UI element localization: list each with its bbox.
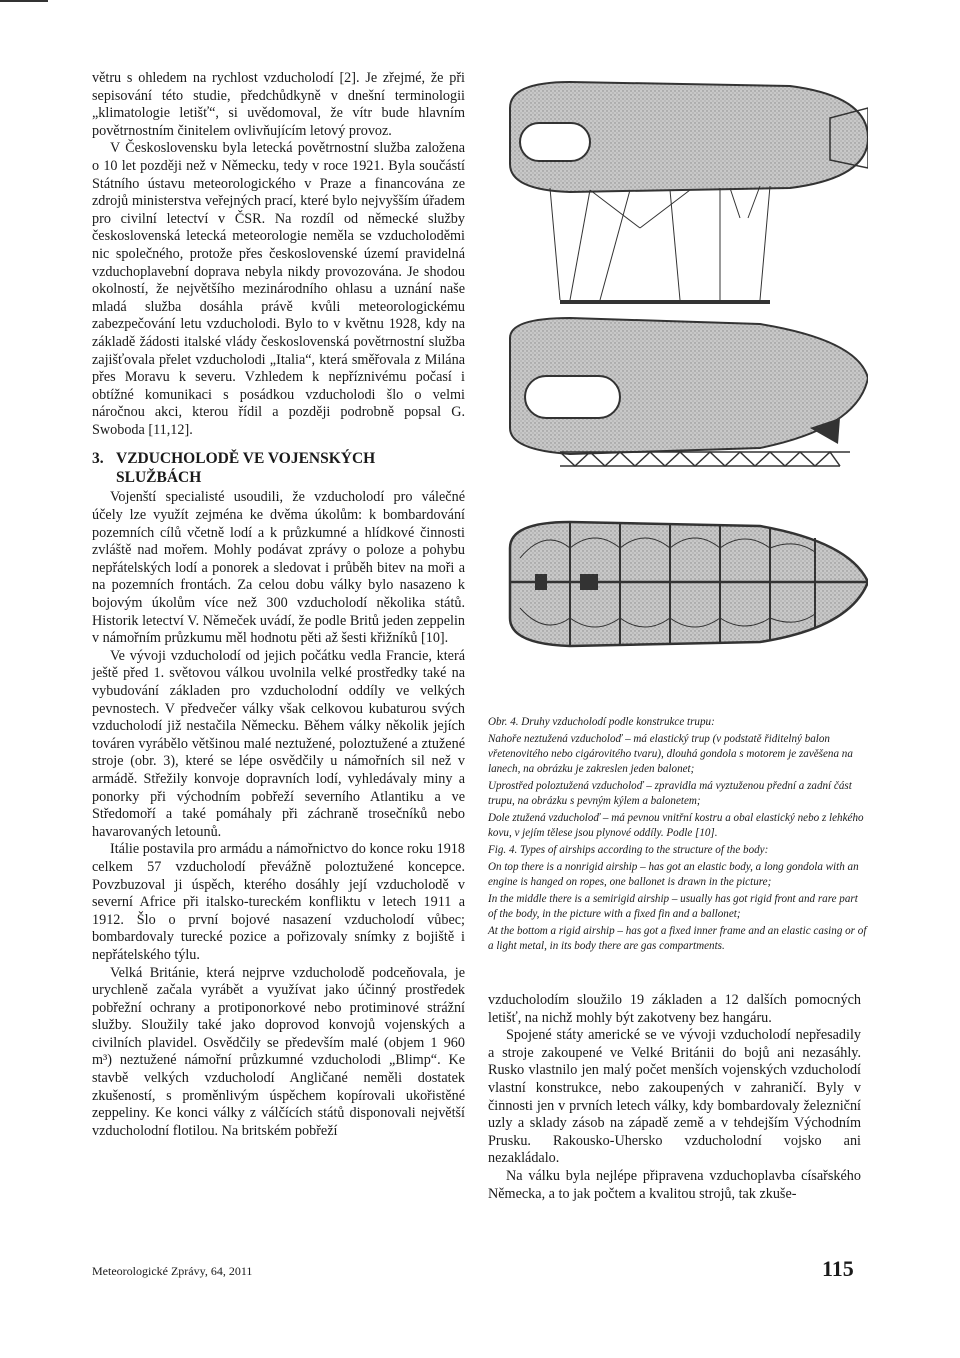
section-title-line2: SLUŽBÁCH [116, 469, 202, 487]
section-number: 3. [92, 450, 104, 468]
caption-line: In the middle there is a semirigid airship – usually has got rigid front and rare part of the body, in the picture with a fixed fin and a ballonet; [488, 893, 858, 920]
rigid-airship [510, 522, 868, 646]
figure-caption [488, 715, 868, 956]
nonrigid-airship [510, 82, 868, 302]
paragraph: vzducholodím sloužilo 19 základen a 12 dalších pomocných letišť, na nichž mohly být zakotveny bez hangáru. [488, 992, 861, 1026]
ballonet [520, 123, 590, 161]
paragraph: Spojené státy americké se ve vývoji vzducholodí nepřesadily a stroje zakoupené ve Velké Británii do bojů ani nezasáhly. Rusko vlastnilo jen malý počet menších vojenských vzducholodí vlastní konstrukce, nebo zakoupených v zahraničí. Byly v činnosti jen v prvních letech války, kdy bombardovaly železniční uzly a sklady zásob na západě země a v tehdejším Východním Prusku. Rakousko-Uhersko vzducholodní vojsko ani nezakládalo. [488, 1027, 861, 1167]
page-edge-mark [0, 0, 48, 2]
caption-title-en: Fig. 4. Types of airships according to the structure of the body: [488, 844, 769, 856]
caption-line: At the bottom a rigid airship – has got a fixed inner frame and an elastic casing or of a light metal, in its body there are gas compartments. [488, 925, 867, 952]
journal-citation: Meteorologické Zprávy, 64, 2011 [92, 1264, 253, 1278]
paragraph: Velká Británie, která nejprve vzducholodě podceňovala, je urychleně začala vyrábět a využívat jako účinný prostředek pobřežní ochrany a protiponorkové nebo protiminové strážní služby. Sloužily také jako doprovod konvojů vojenských a civilních plavidel. Osvědčily se především malé (objem 1 960 m³) neztužené námořní průzkumné vzducholodi „Blimp“. Ke stavbě velkých vzducholodí Angličané neměli dostatek zkušeností, s proměnlivým úspěchem kopírovali ukořistěné zeppeliny. Ke konci války z válčících států disponovali největší vzducholodní flotilou. Na britském pobřeží [92, 964, 465, 1139]
page-number: 115 [822, 1256, 854, 1281]
caption-line: Nahoře neztužená vzducholoď – má elastický trup (v podstatě řiditelný balon vřetenovitého nebo cigárovitého tvaru), dlouhá gondola s motorem je zavěšena na lanech, na obrázku je zakreslen jeden balonet; [488, 733, 853, 775]
right-column [488, 992, 861, 1203]
section-title-line1: VZDUCHOLODĚ VE VOJENSKÝCH [116, 450, 376, 468]
section-heading [92, 449, 465, 487]
paragraph: V Československu byla letecká povětrnostní služba založena o 10 let později než v Německu, tedy v roce 1921. Byla součástí Státního ústavu meteorologického v Praze a financována ze zdrojů ministerstva veřejných prací, které bylo nejvyšším úřadem pro civilní letectví v ČSR. Na rozdíl od německé služby československá letecká meteorologie neměla se vzducholoděmi nic společného, protože přes československé území pravidelná vzduchoplavební doprava nebyla nikdy provozována. Je shodou okolností, že největšího mezinárodního ohlasu a uznání naše mladá služba dosáhla právě kvůli meteorologickému zabezpečování letu vzducholodi. Bylo to v květnu 1928, kdy na základě žádosti italské vlády československá povětrnostní služba zajišťovala přelet vzducholodi „Italia“, která směřovala z Milána přes Moravu k severu. Vzhledem k nepříznivému počasí i obtížné komunikaci s posádkou vzducholodi šlo o velmi náročnou akci, kterou řídil a později podrobně popsal G. Swoboda [11,12]. [92, 140, 465, 438]
caption-line: Dole ztužená vzducholoď – má pevnou vnitřní kostru a obal elastický nebo z lehkého kovu, v jejím tělese jsou plynové oddíly. Podle [10]. [488, 812, 864, 839]
airship-figure [490, 78, 868, 698]
ballonet [525, 376, 620, 418]
left-column [92, 70, 465, 1140]
caption-line: On top there is a nonrigid airship – has got an elastic body, a long gondola with an engine is hanged on ropes, one ballonet is drawn in the picture; [488, 861, 859, 888]
semirigid-airship [510, 318, 868, 466]
caption-title-cz: Obr. 4. Druhy vzducholodí podle konstrukce trupu: [488, 716, 715, 728]
airship-drawings [490, 78, 868, 698]
paragraph: Na válku byla nejlépe připravena vzduchoplavba císařského Německa, a to jak počtem a kvalitou strojů, tak zkuše- [488, 1167, 861, 1202]
paragraph: Ve vývoji vzducholodí od jejich počátku vedla Francie, která ještě před 1. světovou válkou uvolnila velké prostředky také na vybudování základen pro vzducholodní oddíly ve velkých pevnostech. V předvečer války však celkovou kubaturou svých vzducholodí již nestačila Německu. Během války několik jejích továren vyrábělo většinou malé neztužené, poloztužené a ztužené stroje (obr. 3), které se lépe osvědčily u námořních sil než v armádě. Střežily konvoje dopravních lodí, vyhledávaly miny a ponorky při východním pobřeží severního Atlantiku a ve Středomoří a také pomáhaly při záchraně trosečníků nebo havarovaných letounů. [92, 647, 465, 840]
paragraph: Itálie postavila pro armádu a námořnictvo do konce roku 1918 celkem 57 vzducholodí převážně poloztužené koncepce. Povzbuzoval ji úspěch, kterého dosáhly její vzducholodě v severní Africe při italsko-tureckém konfliktu v letech 1911 a 1912. Šlo o první bojové nasazení vzducholodí vůbec; bombardovaly turecké pozice a pořizovaly snímky z bojiště i nepřátelského týlu. [92, 841, 465, 963]
paragraph: větru s ohledem na rychlost vzducholodí [2]. Je zřejmé, že při sepisování této studie, předchůdkyně v dnešní terminologii „klimatologie letišť“, si uvědomoval, že vítr bude hlavním povětrnostním činitelem ovlivňujícím letový provoz. [92, 70, 465, 139]
caption-line: Uprostřed poloztužená vzducholoď – zpravidla má vyztuženou přední a zadní část trupu, na obrázku s pevným kýlem a balonetem; [488, 780, 852, 807]
paragraph: Vojenští specialisté usoudili, že vzducholodí pro válečné účely lze využít zejména ke dvěma úkolům: k bombardování pozemních cílů včetně lodí a k průzkumné a hlídkové činnosti zvláště nad mořem. Mohly podávat zprávy o poloze a pohybu nepřátelských lodí a ponorek a sledovat i průběh bitev na moři a na pozemních frontách. Za celou dobu války bylo nasazeno k bojovým úkolům více než 300 vzducholodí několika států. Historik letectví V. Němeček uvádí, že podle Britů jeden zeppelin v námořním průzkumu měl hodnotu pěti až šesti křižníků [10]. [92, 489, 465, 647]
